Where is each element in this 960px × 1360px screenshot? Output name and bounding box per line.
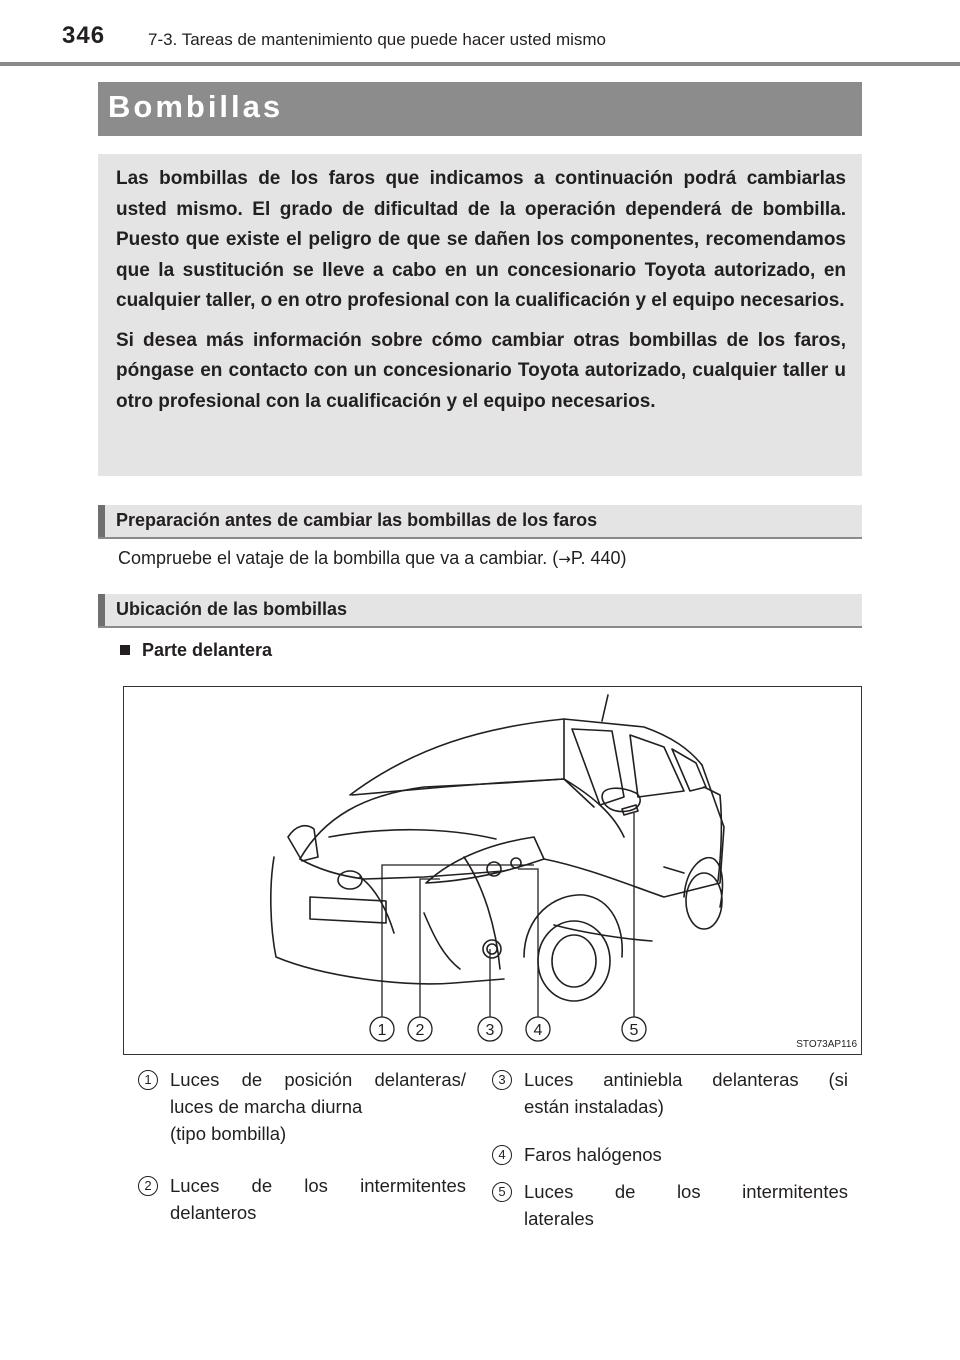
roof-line [350, 719, 702, 795]
callout-1-label: 1 [377, 1022, 387, 1039]
hood-crease [329, 830, 496, 839]
callout-4 [526, 1017, 550, 1041]
callout-5-label: 5 [629, 1022, 639, 1039]
intro-paragraph-1: Las bombillas de los faros que indicamos a continuación podrá cambiarlas usted mismo. El grado de dificultad de la operación dependerá de bombilla. Puesto que existe el peligro de que se dañen los componentes, recomendamos que la sustitución se lleve a cabo en un concesionario Toyota autorizado, en cualquier taller, o en otro profesional con la cualificación y el equipo necesarios. [116, 168, 846, 311]
callout-2-label: 2 [415, 1022, 425, 1039]
legend-number-badge: 4 [492, 1145, 512, 1165]
page-reference-link[interactable]: P. 440) [570, 548, 627, 568]
plate-area [310, 897, 386, 923]
front-wheel [538, 921, 610, 1001]
bumper-crease [424, 913, 460, 969]
running-head: 7-3. Tareas de mantenimiento que puede hacer usted mismo [148, 30, 607, 49]
section-heading-label: Ubicación de las bombillas [116, 599, 348, 619]
side-mirror [602, 788, 640, 811]
title-bar [98, 82, 862, 136]
legend-line: laterales [524, 1208, 594, 1229]
subheading-front [120, 640, 272, 661]
car-illustration [123, 686, 862, 1055]
section-heading-location [98, 594, 862, 628]
hood-line [300, 779, 624, 859]
preparation-text-start: Compruebe el vataje de la bombilla que va a cambiar. ( [118, 548, 559, 568]
figure-code: STO73AP116 [796, 1039, 857, 1050]
callout-4-label: 4 [533, 1022, 543, 1039]
subheading-label: Parte delantera [142, 640, 273, 660]
page-number: 346 [62, 22, 106, 49]
legend-number-badge: 1 [138, 1070, 158, 1090]
legend-line: Luces de los intermitentes [170, 1175, 466, 1196]
section-heading-preparation [98, 505, 862, 539]
legend-number-badge: 5 [492, 1182, 512, 1202]
callout-2 [408, 1017, 432, 1041]
quarter-window [672, 749, 706, 791]
rear-side-window [630, 735, 684, 797]
page-title: Bombillas [108, 89, 284, 124]
legend-line: luces de marcha diurna [170, 1096, 363, 1117]
header-rule [0, 62, 960, 66]
heading-marker [98, 505, 105, 537]
headlight-lens [511, 858, 521, 868]
a-pillar [564, 719, 594, 807]
upper-grille-line [300, 859, 504, 879]
legend-line: Luces antiniebla delanteras (si [524, 1069, 848, 1090]
fog-light-inner [487, 944, 497, 954]
legend-line: Faros halógenos [524, 1144, 662, 1165]
callout-leaders [382, 813, 634, 1022]
legend-line: están instaladas) [524, 1096, 664, 1117]
emblem [338, 871, 362, 889]
square-bullet-icon [120, 645, 130, 655]
grille-v [360, 877, 394, 933]
antenna [602, 695, 608, 721]
car-drawing [124, 687, 861, 1054]
rear-edge [704, 787, 721, 881]
page-ref-arrow-icon: → [558, 550, 571, 568]
rear-wheel [686, 873, 722, 929]
callout-3 [478, 1017, 502, 1041]
callout-3-label: 3 [485, 1022, 495, 1039]
left-headlight [288, 826, 318, 861]
intro-paragraph-2: Si desea más información sobre cómo cambiar otras bombillas de los faros, póngase en contacto con un concesionario Toyota autorizado, cualquier taller u otro profesional con la cualificación y el equipo necesarios. [116, 329, 846, 412]
intro-box [98, 154, 862, 476]
heading-marker [98, 594, 105, 626]
callout-5 [622, 1017, 646, 1041]
front-rim [552, 935, 596, 987]
section-heading-label: Preparación antes de cambiar las bombillas de los faros [116, 510, 598, 530]
callout-1 [370, 1017, 394, 1041]
door-handle [664, 867, 684, 873]
preparation-text [118, 548, 627, 569]
callout-badges [370, 1017, 646, 1041]
legend-line: Luces de los intermitentes [524, 1181, 848, 1202]
legend-line: (tipo bombilla) [170, 1123, 287, 1144]
legend-line: Luces de posición delanteras/ [170, 1069, 466, 1090]
legend-line: delanteros [170, 1202, 257, 1223]
bumper-outline [271, 857, 504, 984]
legend-number-badge: 2 [138, 1176, 158, 1196]
legend-number-badge: 3 [492, 1070, 512, 1090]
